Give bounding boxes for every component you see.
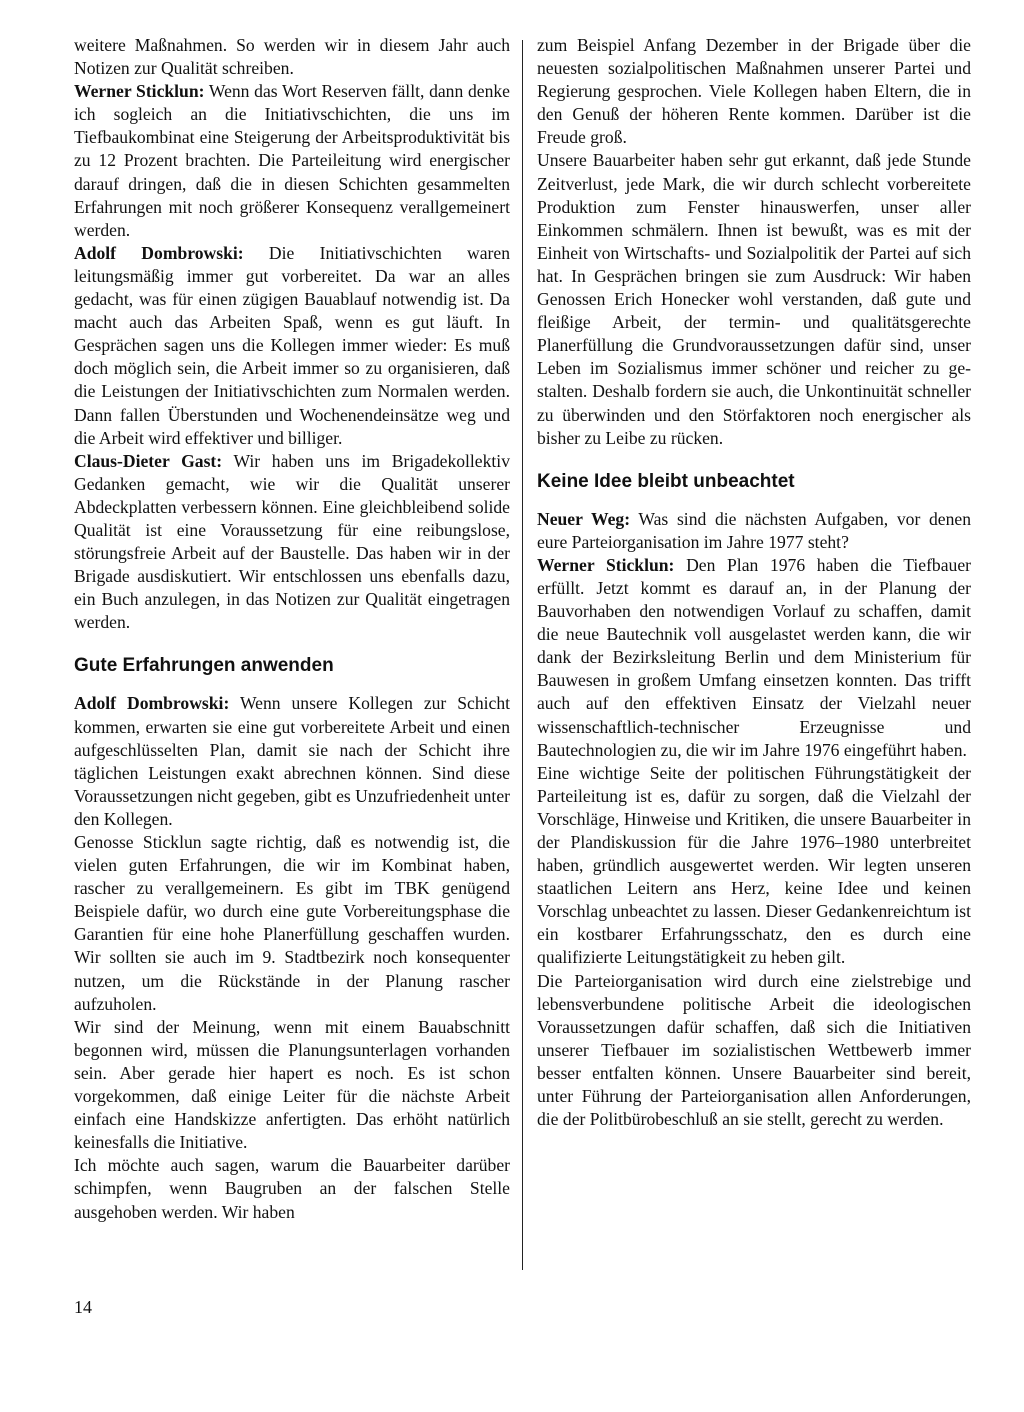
paragraph	[537, 508, 971, 554]
paragraph: Ich möchte auch sagen, warum die Bauarbeiter darüber schimpfen, wenn Baugruben an der falschen Stelle ausgehoben werden. Wir haben	[74, 1155, 510, 1222]
paragraph: Die Parteiorganisation wird durch eine zielstrebige und lebensverbundene politische Arbeit die ideologischen Voraussetzungen dafür schaffen, daß sich die Initiativen unserer Tiefbauer im sozialistischen Wettbewerb immer besser entfalten können. Unsere Bauarbeiter sind bereit, unter Führung der Parteiorganisation allen Anforderungen, die der Politbürobeschluß an sie stellt, gerecht zu werden.	[537, 970, 971, 1130]
paragraph	[74, 692, 510, 831]
page-number: 14	[74, 1297, 92, 1317]
column-divider	[522, 40, 523, 1270]
speaker-text: Wenn unsere Kollegen zur Schicht kommen, erwarten sie eine gut vorbereitete Arbeit und einen aufgeschlüsselten Plan, damit sie nach der Schicht ihre täglichen Leistungen exakt abrechnen können. Sind diese Voraussetzungen nicht gegeben, gibt es Unzufriedenheit unter den Kollegen.	[74, 693, 511, 829]
speaker-name: Werner Sticklun:	[537, 554, 675, 575]
paragraph: Eine wichtige Seite der politischen Führungstätigkeit der Parteileitung ist es, dafür zu sorgen, daß die Vielzahl der Vorschläge, Hinweise und Kritiken, die unsere Bauarbeiter in der Plandiskussion für die Jahre 1976–1980 unterbreitet haben, gründlich ausgewertet werden. Wir legten unseren staatlichen Leitern ans Herz, keine Idee und keinen Vorschlag unbeachtet zu lassen. Dieser Gedankenreichtum ist ein kostbarer Erfahrungsschatz, den es durch eine qualifizierte Leitungstätigkeit zu heben gilt.	[537, 762, 971, 968]
speaker-text: Den Plan 1976 haben die Tiefbauer erfüllt. Jetzt kommt es darauf an, in der Planung der Bauvorhaben den notwendigen Vorlauf zu schaffen, damit die neue Bautechnik voll ausgelastet werden kann, die wir dank der Bezirksleitung Berlin und dem Ministerium für Bauwesen in großem Umfang einsetzen konnten. Das trifft auch auf den effektiven Einsatz der Vielzahl neuer wissenschaftlich-technischer Erzeugnisse und Bautechnologien zu, die wir im Jahre 1976 eingeführt haben.	[537, 554, 972, 760]
paragraph	[74, 450, 510, 635]
paragraph	[74, 242, 510, 450]
paragraph: Unsere Bauarbeiter haben sehr gut erkannt, daß jede Stunde Zeitverlust, jede Mark, die wir durch schlecht vorbereitete Produktion zum Fenster hinauswerfen, unser aller Einkommen schmälern. Ihnen ist bewußt, was es mit der Einheit von Wirtschafts- und Sozialpolitik der Partei auf sich hat. In Gesprächen bringen sie zum Ausdruck: Wir haben Genossen Erich Honecker wohl verstanden, daß gute und fleißige Arbeit, der termin- und qualitätsgerechte Planerfüllung die Grundvoraussetzungen dafür sind, unser Leben im Sozialismus immer schöner und reicher zu gestalten. Deshalb fordern sie auch, die Unkontinuität schneller zu überwinden und den Störfaktoren noch energischer als bisher zu Leibe zu rücken.	[537, 150, 971, 448]
paragraph	[74, 80, 510, 242]
paragraph: zum Beispiel Anfang Dezember in der Brigade über die neuesten sozialpolitischen Maßnahmen unserer Partei und Regierung gesprochen. Viele Kollegen haben Eltern, die in den Genuß der höheren Rente kommen. Darüber ist die Freude groß.	[537, 35, 971, 148]
speaker-text: Was sind die nächsten Aufgaben, vor denen eure Parteiorganisation im Jahre 1977 steht?	[537, 508, 971, 552]
paragraph: Genosse Sticklun sagte richtig, daß es notwendig ist, die vielen guten Erfahrungen, die wir im Kombinat haben, rascher zu verallgemeinern. Es gibt im TBK genügend Beispiele dafür, wo durch eine gute Vorbereitungsphase die Garantien für eine hohe Planerfüllung geschaffen wurden. Wir sollten sie auch im 9. Stadtbezirk noch konsequenter nutzen, um die Rückstände in der Planung rascher aufzuholen.	[74, 832, 510, 1014]
paragraph	[537, 554, 971, 762]
right-column	[537, 34, 971, 1131]
speaker-name: Claus-Dieter Gast:	[74, 450, 223, 471]
speaker-text: Wenn das Wort Reserven fällt, dann denke ich sogleich an die Initiativschichten, die uns im Tiefbaukombinat eine Steigerung der Arbeitsproduktivität bis zu 12 Prozent brachten. Die Parteileitung wird energischer darauf dringen, daß die in diesen Schichten gesammelten Erfahrungen mit noch größerer Konsequenz verallgemeinert werden.	[74, 81, 510, 240]
paragraph: weitere Maßnahmen. So werden wir in diesem Jahr auch Notizen zur Qualität schreiben.	[74, 35, 510, 79]
speaker-name: Adolf Dombrowski:	[74, 242, 244, 263]
speaker-name: Adolf Dombrowski:	[74, 693, 230, 714]
section-heading: Keine Idee bleibt unbeachtet	[537, 470, 795, 492]
left-column	[74, 34, 510, 1224]
speaker-text: Die Initiativschichten waren leitungsmäßig immer gut vorbereitet. Da war an alles gedacht, was für einen zügigen Bauablauf notwendig ist. Da macht auch das Arbeiten Spaß, wenn es gut läuft. In Gesprächen sagen uns die Kollegen immer wieder: Es muß doch möglich sein, die Arbeit immer so zu organisieren, daß die Leistungen der Initiativschichten zum Normalen werden. Dann fallen Überstunden und Wochenendeinsätze weg und die Arbeit wird effektiver und billiger.	[74, 242, 510, 448]
speaker-name: Neuer Weg:	[537, 508, 631, 529]
speaker-name: Werner Sticklun:	[74, 81, 205, 102]
paragraph: Wir sind der Meinung, wenn mit einem Bauabschnitt begonnen wird, müssen die Planungsunterlagen vorhanden sein. Aber gerade hier hapert es noch. Es ist schon vorgekommen, daß einige Leiter für die nächste Arbeit einfach eine Handskizze anfertigten. Das erhöht natürlich keinesfalls die Initiative.	[74, 1016, 510, 1153]
speaker-text: Wir haben uns im Brigadekollektiv Gedanken gemacht, wie wir die Qualität unserer Abdeckplatten verbessern können. Eine gleichbleibend solide Qualität ist eine Voraussetzung für eine reibungslose, störungsfreie Arbeit auf der Baustelle. Das haben wir in der Brigade ausdiskutiert. Wir entschlossen uns ebenfalls dazu, ein Buch anzulegen, in das Notizen zur Qualität eingetragen werden.	[74, 450, 510, 633]
section-heading: Gute Erfahrungen anwenden	[74, 655, 334, 677]
